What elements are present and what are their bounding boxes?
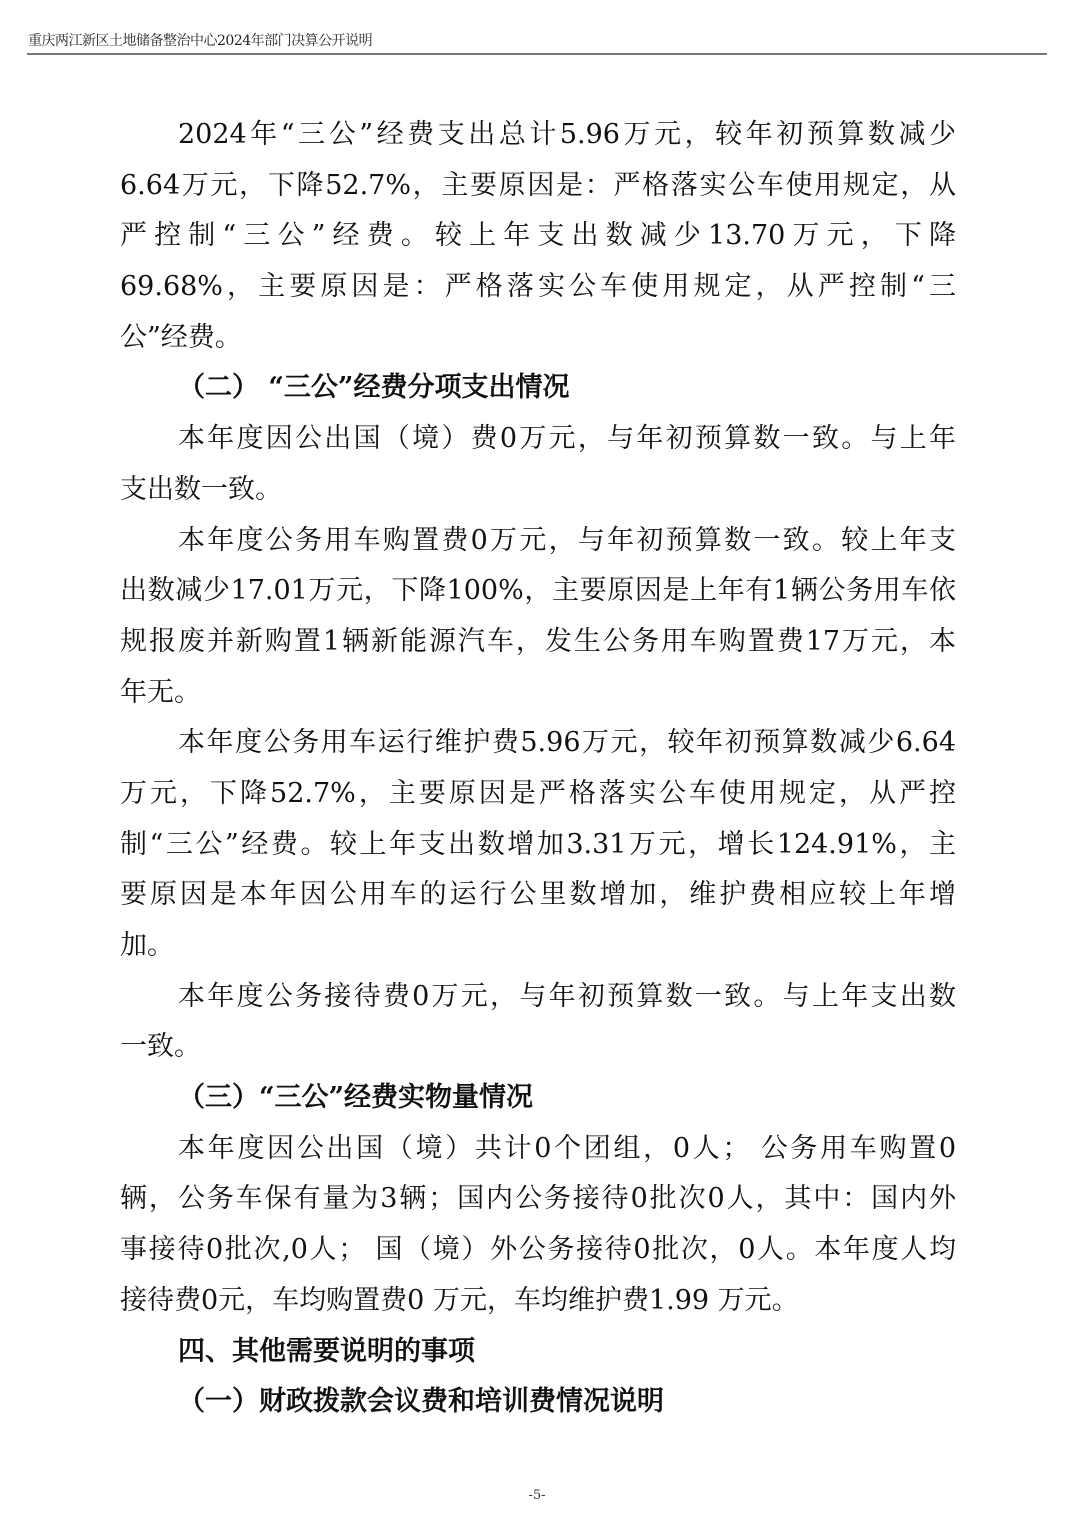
page-number: -5-: [528, 1488, 546, 1503]
paragraph: [120, 414, 956, 515]
text-line: 辆，公务车保有量为3辆；国内公务接待0批次0人，其中：国内外: [120, 1183, 956, 1215]
text-line: 一致。: [120, 1031, 201, 1063]
paragraph: [120, 516, 956, 719]
paragraph: [120, 110, 956, 363]
text-line: 2024年“三公”经费支出总计5.96万元，较年初预算数减少: [178, 119, 956, 150]
text-line: 接待费0元，车均购置费0 万元，车均维护费1.99 万元。: [120, 1284, 799, 1316]
section-heading: [120, 1073, 956, 1124]
text-line: （一）财政拨款会议费和培训费情况说明: [178, 1386, 664, 1418]
text-line: 年无。: [120, 676, 201, 708]
text-line: 本年度公务接待费0万元，与年初预算数一致。与上年支出数: [178, 980, 956, 1012]
text-line: （二） “三公”经费分项支出情况: [178, 372, 570, 404]
document-body: [120, 110, 956, 1428]
section-heading: [120, 363, 956, 414]
paragraph: [120, 718, 956, 971]
text-line: 出数减少17.01万元，下降100%，主要原因是上年有1辆公务用车依: [120, 575, 956, 607]
text-line: 本年度公务用车运行维护费5.96万元，较年初预算数减少6.64: [178, 727, 956, 759]
text-line: 事接待0批次,0人； 国（境）外公务接待0批次，0人。本年度人均: [120, 1234, 956, 1266]
text-line: 制“三公”经费。较上年支出数增加3.31万元，增长124.91%，主: [120, 828, 956, 860]
text-line: 支出数一致。: [120, 473, 282, 505]
text-line: 万元，下降52.7%，主要原因是严格落实公车使用规定，从严控: [120, 777, 956, 809]
text-line: 严控制“三公”经费。较上年支出数减少13.70万元，下降: [120, 220, 956, 252]
text-line: 本年度公务用车购置费0万元，与年初预算数一致。较上年支: [178, 524, 956, 556]
text-line: 69.68%，主要原因是：严格落实公车使用规定，从严控制“三: [120, 271, 956, 303]
text-line: 要原因是本年因公用车的运行公里数增加，维护费相应较上年增: [120, 879, 956, 911]
header-rule: [27, 53, 1047, 55]
text-line: 四、其他需要说明的事项: [178, 1335, 475, 1367]
text-line: 规报废并新购置1辆新能源汽车，发生公务用车购置费17万元，本: [120, 625, 956, 657]
text-line: 公”经费。: [120, 321, 242, 353]
text-line: 本年度因公出国（境）费0万元，与年初预算数一致。与上年: [178, 423, 956, 455]
text-line: （三）“三公”经费实物量情况: [178, 1082, 534, 1114]
text-line: 加。: [120, 930, 174, 961]
text-line: 本年度因公出国（境）共计0个团组，0人； 公务用车购置0: [178, 1132, 956, 1164]
paragraph: [120, 1124, 956, 1327]
section-heading: [120, 1327, 956, 1378]
running-header: 重庆两江新区土地储备整治中心2024年部门决算公开说明: [28, 33, 373, 49]
section-heading: [120, 1377, 956, 1428]
text-line: 6.64万元，下降52.7%，主要原因是：严格落实公车使用规定，从: [120, 169, 956, 201]
paragraph: [120, 972, 956, 1073]
